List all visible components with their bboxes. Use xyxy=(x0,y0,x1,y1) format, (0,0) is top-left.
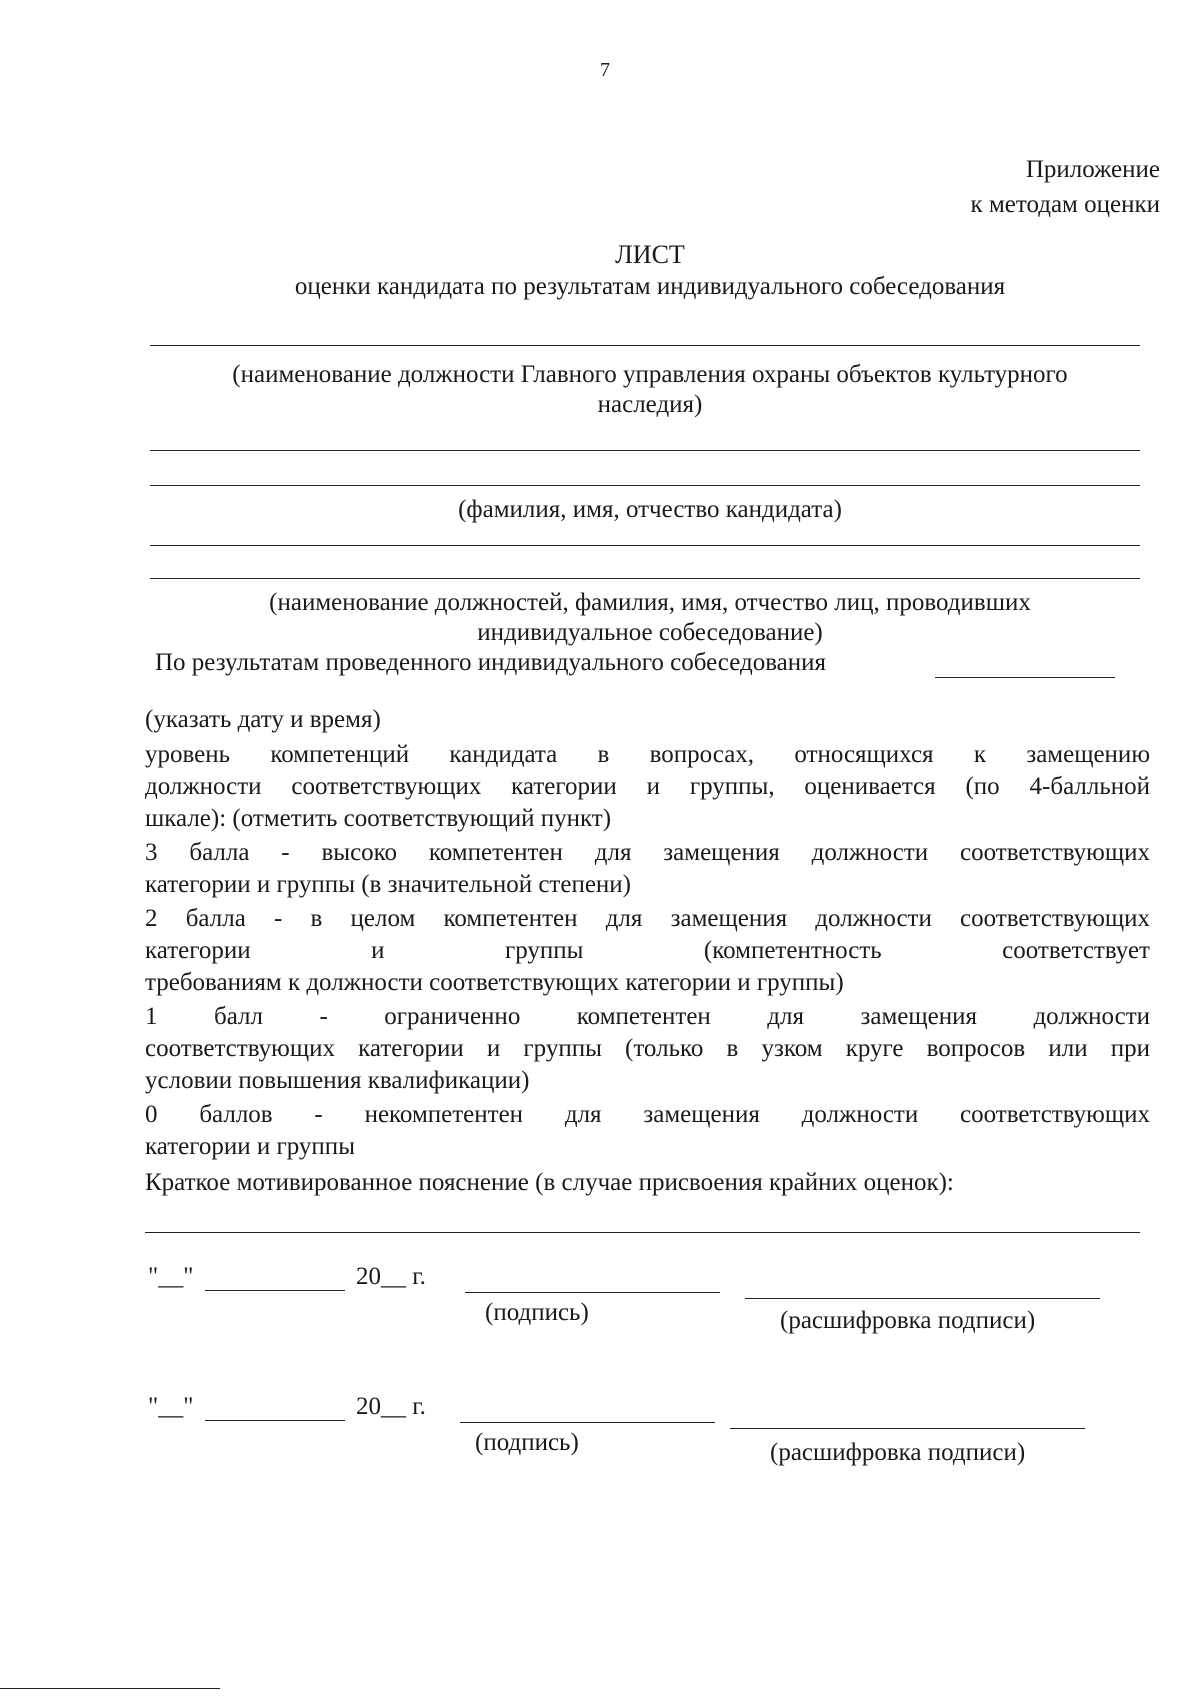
score-1-line-2: соответствующих категории и группы (только в узком круге вопросов или при xyxy=(145,1035,1150,1062)
score-3-line-1[interactable]: 3 балла - высоко компетентен для замещения должности соответствующих xyxy=(145,839,1150,866)
candidate-name-line-2[interactable] xyxy=(150,485,1140,486)
score-1-line-1[interactable]: 1 балл - ограниченно компетентен для замещения должности xyxy=(145,1003,1150,1030)
footnote-separator xyxy=(0,1688,220,1689)
document-subtitle: оценки кандидата по результатам индивидуального собеседования xyxy=(294,273,1006,300)
score-2-line-1[interactable]: 2 балла - в целом компетентен для замещения должности соответствующих xyxy=(145,905,1150,932)
competency-text-line-1: уровень компетенций кандидата в вопросах, относящихся к замещению xyxy=(145,741,1150,768)
explanation-label: Краткое мотивированное пояснение (в случае присвоения крайних оценок): xyxy=(145,1169,954,1196)
interviewers-line-1[interactable] xyxy=(150,545,1140,546)
position-name-line[interactable] xyxy=(150,345,1140,346)
competency-text-line-2: должности соответствующих категории и группы, оценивается (по 4-балльной xyxy=(145,773,1150,800)
interviewers-line-2[interactable] xyxy=(150,578,1140,579)
competency-text-line-3: шкале): (отметить соответствующий пункт) xyxy=(145,805,612,832)
signature-2-date-month-line[interactable] xyxy=(205,1420,345,1421)
signature-2-sign-line[interactable] xyxy=(460,1422,715,1423)
appendix-line-2: к методам оценки xyxy=(970,191,1160,218)
signature-1-sign-line[interactable] xyxy=(465,1292,720,1293)
signature-1-date-day[interactable]: "__" xyxy=(148,1263,194,1290)
signature-2-year[interactable]: 20__ г. xyxy=(356,1393,426,1420)
signature-1-date-month-line[interactable] xyxy=(205,1290,345,1291)
signature-2-decoding-caption: (расшифровка подписи) xyxy=(770,1439,1026,1466)
explanation-line[interactable] xyxy=(145,1232,1140,1233)
date-time-hint: (указать дату и время) xyxy=(145,706,381,733)
document-title: ЛИСТ xyxy=(615,240,685,269)
signature-1-decoding-caption: (расшифровка подписи) xyxy=(780,1307,1036,1334)
score-0-line-1[interactable]: 0 баллов - некомпетентен для замещения должности соответствующих xyxy=(145,1101,1150,1128)
candidate-name-line-1[interactable] xyxy=(150,450,1140,451)
signature-2-sign-caption: (подпись) xyxy=(475,1429,579,1456)
signature-2-date-day[interactable]: "__" xyxy=(148,1393,194,1420)
score-2-line-2: категории и группы (компетентность соответствует xyxy=(145,937,1150,964)
signature-2-decoding-line[interactable] xyxy=(730,1428,1085,1429)
position-caption-line-2: наследия) xyxy=(597,391,703,418)
signature-1-year[interactable]: 20__ г. xyxy=(356,1263,426,1290)
score-3-line-2: категории и группы (в значительной степени) xyxy=(145,871,631,898)
results-intro: По результатам проведенного индивидуального собеседования xyxy=(155,649,827,676)
interview-date-line[interactable] xyxy=(935,677,1115,678)
score-1-line-3: условии повышения квалификации) xyxy=(145,1067,530,1094)
interviewers-caption-line-1: (наименование должностей, фамилия, имя, отчество лиц, проводивших xyxy=(269,589,1031,616)
position-caption-line-1: (наименование должности Главного управления охраны объектов культурного xyxy=(232,361,1068,388)
score-2-line-3: требованиям к должности соответствующих категории и группы) xyxy=(145,969,844,996)
candidate-caption: (фамилия, имя, отчество кандидата) xyxy=(458,496,842,523)
signature-1-decoding-line[interactable] xyxy=(745,1298,1100,1299)
signature-1-sign-caption: (подпись) xyxy=(485,1299,589,1326)
score-0-line-2: категории и группы xyxy=(145,1133,355,1160)
interviewers-caption-line-2: индивидуальное собеседование) xyxy=(477,619,823,646)
page-number: 7 xyxy=(600,59,610,81)
appendix-line-1: Приложение xyxy=(1025,156,1160,183)
